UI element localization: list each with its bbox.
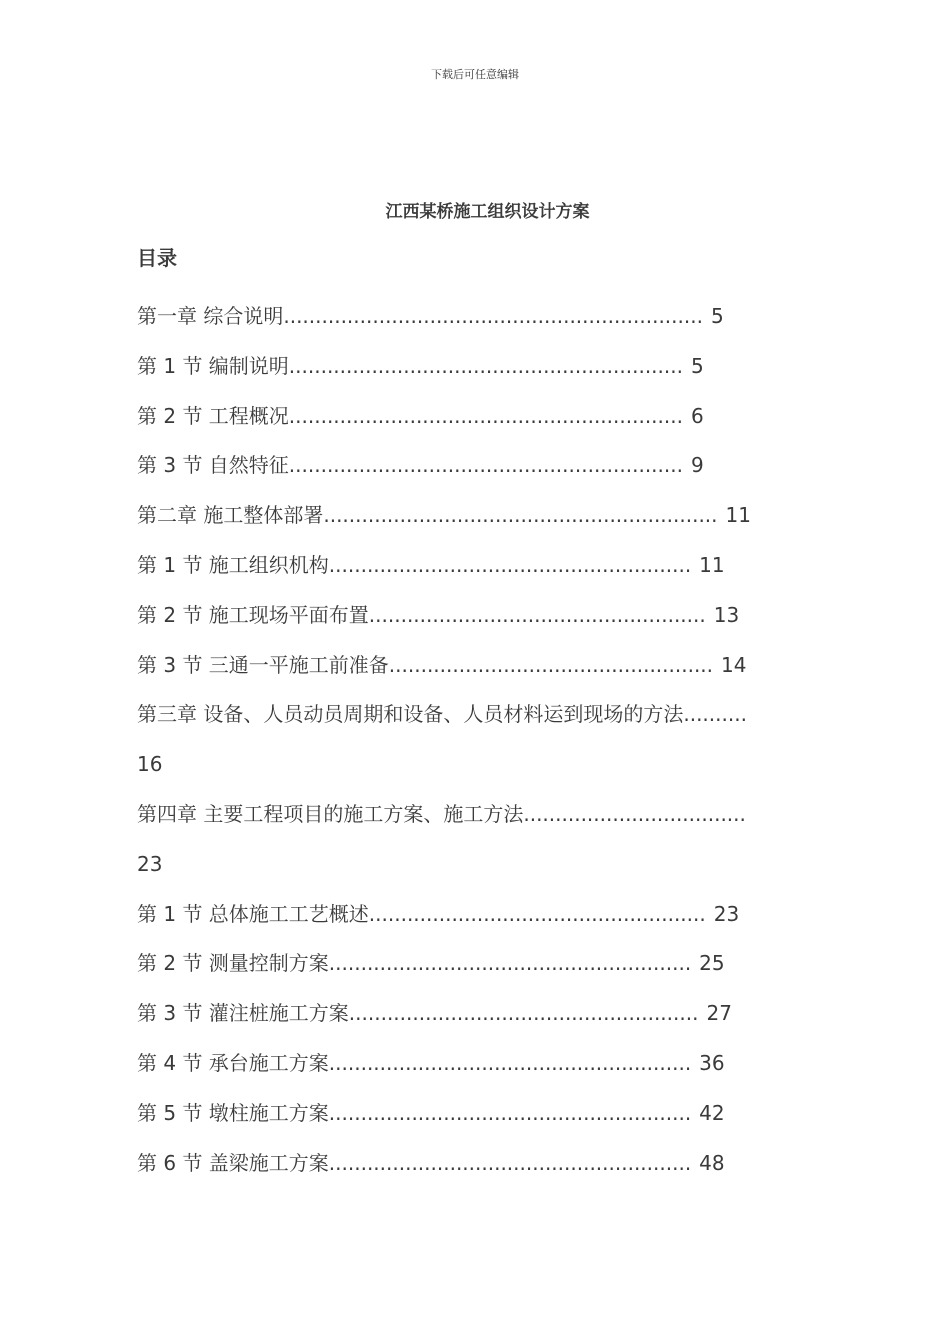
toc-entry-text: 第 3 节 三通一平施工前准备 [137, 652, 389, 677]
toc-entry-text: 第 4 节 承台施工方案 [137, 1050, 329, 1075]
toc-entry[interactable] [137, 848, 827, 898]
toc-entry-page-number: 27 [706, 1001, 732, 1026]
table-of-contents [137, 300, 827, 1196]
toc-entry-leader: ................................................... [388, 652, 714, 677]
toc-entry-text: 16 [137, 752, 163, 777]
toc-entry[interactable] [137, 449, 827, 499]
toc-entry-page-number: 5 [710, 304, 724, 328]
toc-entry-page-number: 48 [699, 1150, 725, 1175]
toc-entry[interactable] [137, 798, 827, 848]
toc-entry[interactable] [137, 599, 827, 649]
toc-entry-text: 第 3 节 自然特征 [137, 453, 289, 478]
toc-entry-leader: .............................................................. [323, 503, 718, 528]
toc-entry-leader: ......................................................... [328, 1100, 692, 1125]
toc-entry[interactable] [137, 898, 827, 948]
header-note: 下载后可任意编辑 [431, 68, 519, 81]
toc-entry-leader: ..................................................... [368, 901, 706, 926]
toc-entry[interactable] [137, 549, 827, 599]
toc-entry-page-number: 5 [690, 353, 704, 378]
toc-entry-text: 第 2 节 测量控制方案 [137, 951, 329, 976]
toc-entry[interactable] [137, 1147, 827, 1197]
toc-entry[interactable] [137, 499, 827, 549]
toc-entry-text: 第 6 节 盖梁施工方案 [137, 1150, 329, 1175]
toc-entry-text: 第 3 节 灌注桩施工方案 [137, 1001, 349, 1026]
toc-entry-leader: .......... [683, 702, 747, 727]
toc-entry[interactable] [137, 300, 827, 350]
toc-entry-text: 第 2 节 施工现场平面布置 [137, 602, 369, 627]
toc-entry-text: 第二章 施工整体部署 [137, 503, 324, 528]
toc-entry-text: 第四章 主要工程项目的施工方案、施工方法 [137, 801, 524, 826]
toc-entry[interactable] [137, 748, 827, 798]
toc-entry-page-number: 23 [713, 901, 740, 926]
toc-entry-leader: .............................................................. [288, 353, 683, 378]
toc-entry-page-number: 42 [699, 1100, 725, 1125]
toc-entry-text: 第 1 节 总体施工工艺概述 [137, 901, 369, 926]
toc-entry-text: 23 [137, 851, 163, 876]
toc-entry-page-number: 13 [713, 602, 740, 627]
toc-entry-leader: ......................................................... [328, 552, 692, 577]
toc-entry-page-number: 25 [699, 951, 725, 976]
toc-entry[interactable] [137, 350, 827, 400]
toc-entry-leader: ....................................................... [348, 1001, 699, 1026]
toc-entry-text: 第 5 节 墩柱施工方案 [137, 1100, 329, 1125]
toc-entry-page-number: 9 [690, 453, 704, 478]
toc-entry-text: 第三章 设备、人员动员周期和设备、人员材料运到现场的方法 [137, 702, 684, 727]
toc-entry-leader: .............................................................. [288, 403, 683, 428]
toc-entry-page-number: 36 [699, 1050, 725, 1075]
toc-entry-text: 第 1 节 编制说明 [137, 353, 289, 378]
toc-entry-leader: .................................................................. [283, 304, 703, 328]
toc-entry[interactable] [137, 400, 827, 450]
toc-entry-text: 第 2 节 工程概况 [137, 403, 289, 428]
toc-entry-page-number: 6 [690, 403, 704, 428]
toc-entry[interactable] [137, 947, 827, 997]
toc-entry[interactable] [137, 1097, 827, 1147]
document-title: 江西某桥施工组织设计方案 [385, 202, 590, 222]
toc-entry[interactable] [137, 649, 827, 699]
toc-entry-text: 第一章 综合说明 [137, 304, 284, 328]
toc-entry[interactable] [137, 997, 827, 1047]
toc-entry-page-number: 11 [725, 503, 751, 528]
toc-entry[interactable] [137, 698, 827, 748]
toc-entry-leader: ......................................................... [328, 1150, 692, 1175]
toc-entry-page-number: 11 [699, 552, 725, 577]
toc-entry-text: 第 1 节 施工组织机构 [137, 552, 329, 577]
toc-entry-leader: ................................... [523, 801, 746, 826]
toc-entry-leader: ......................................................... [328, 951, 692, 976]
toc-entry-leader: .............................................................. [288, 453, 683, 478]
toc-entry-leader: ......................................................... [328, 1050, 692, 1075]
toc-entry-page-number: 14 [721, 652, 747, 677]
toc-heading: 目录 [137, 246, 177, 270]
toc-entry[interactable] [137, 1047, 827, 1097]
toc-entry-leader: ..................................................... [368, 602, 706, 627]
